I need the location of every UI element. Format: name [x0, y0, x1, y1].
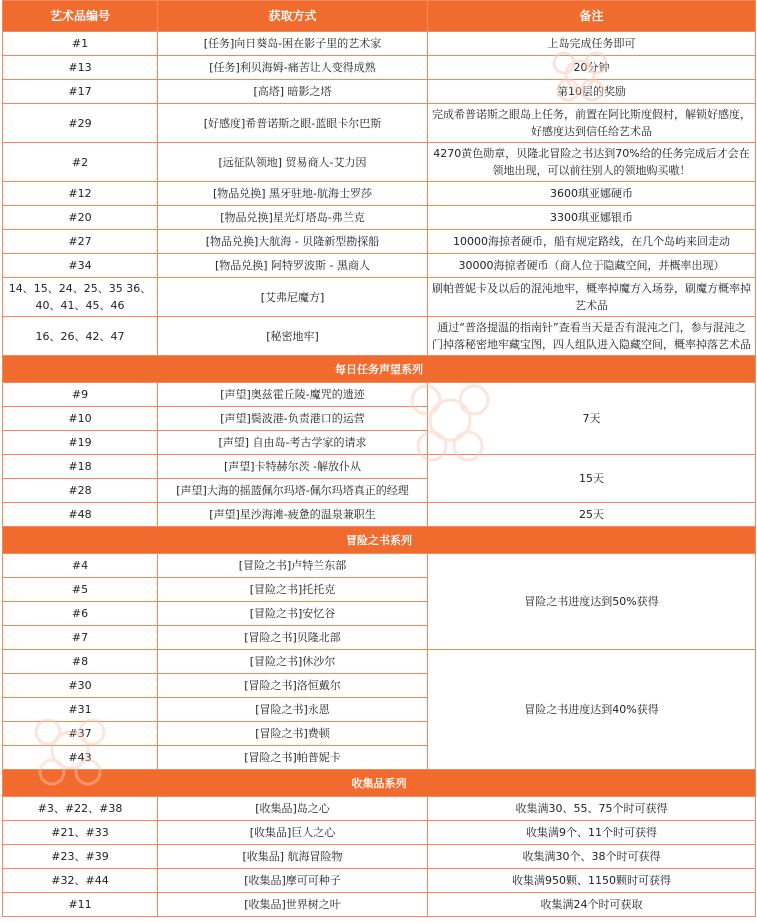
note: 25天 [428, 503, 756, 527]
section-header-daily [3, 356, 756, 383]
table-row [3, 32, 756, 56]
table-row [3, 797, 756, 821]
artwork-id: #9 [3, 383, 158, 407]
acquire-method: [远征队领地] 贸易商人-艾力因 [158, 143, 428, 182]
artwork-id: #28 [3, 479, 158, 503]
acquire-method: [物品兑换]大航海 - 贝隆新型勘探船 [158, 230, 428, 254]
acquire-method: [声望]大海的摇篮佩尔玛塔-佩尔玛塔真正的经理 [158, 479, 428, 503]
header-note: 备注 [428, 1, 756, 32]
note: 20分钟 [428, 56, 756, 80]
artwork-id: #27 [3, 230, 158, 254]
note: 收集满30个、38个时可获得 [428, 845, 756, 869]
artwork-id: #1 [3, 32, 158, 56]
acquire-method: [任务]向日葵岛-困在影子里的艺术家 [158, 32, 428, 56]
artwork-table [2, 0, 756, 917]
table-row [3, 383, 756, 407]
table-row [3, 278, 756, 317]
header-id: 艺术品编号 [3, 1, 158, 32]
acquire-method: [收集品]巨人之心 [158, 821, 428, 845]
acquire-method: [任务]利贝海姆-痛苦让人变得成熟 [158, 56, 428, 80]
artwork-id: #19 [3, 431, 158, 455]
note: 4270黄色勋章，贝隆北冒险之书达到70%给的任务完成后才会在领地出现，可以前往别人的领地购买嗷！ [428, 143, 756, 182]
acquire-method: [秘密地牢] [158, 317, 428, 356]
artwork-id: #34 [3, 254, 158, 278]
table-header-row [3, 1, 756, 32]
acquire-method: [冒险之书]卢特兰东部 [158, 554, 428, 578]
acquire-method: [艾弗尼魔方] [158, 278, 428, 317]
section-header-adventure [3, 527, 756, 554]
table-row [3, 821, 756, 845]
note: 冒险之书进度达到40%获得 [428, 650, 756, 770]
acquire-method: [声望] 自由岛-考古学家的请求 [158, 431, 428, 455]
table-row [3, 869, 756, 893]
note: 15天 [428, 455, 756, 503]
acquire-method: [声望]卡特赫尔茨 -解放仆从 [158, 455, 428, 479]
header-method: 获取方式 [158, 1, 428, 32]
table-row [3, 503, 756, 527]
acquire-method: [声望]奥兹霍丘陵-魔咒的遗迹 [158, 383, 428, 407]
artwork-id: #37 [3, 722, 158, 746]
acquire-method: [物品兑换] 阿特罗波斯 - 黑商人 [158, 254, 428, 278]
acquire-method: [好感度]希普诺斯之眼-蓝眼卡尔巴斯 [158, 104, 428, 143]
note: 收集满950颗、1150颗时可获得 [428, 869, 756, 893]
section-title: 冒险之书系列 [3, 527, 756, 554]
note: 收集满30、55、75个时可获得 [428, 797, 756, 821]
note: 30000海掠者硬币（商人位于隐藏空间，并概率出现） [428, 254, 756, 278]
acquire-method: [冒险之书]休沙尔 [158, 650, 428, 674]
acquire-method: [冒险之书]帕普妮卡 [158, 746, 428, 770]
note: 第10层的奖励 [428, 80, 756, 104]
artwork-id: #31 [3, 698, 158, 722]
artwork-id: #6 [3, 602, 158, 626]
artwork-id: #20 [3, 206, 158, 230]
table-row [3, 893, 756, 917]
artwork-id: #48 [3, 503, 158, 527]
artwork-id: #4 [3, 554, 158, 578]
note: 10000海掠者硬币，船有规定路线，在几个岛屿来回走动 [428, 230, 756, 254]
section-header-collect [3, 770, 756, 797]
table-row [3, 182, 756, 206]
note: 7天 [428, 383, 756, 455]
artwork-id: #21、#33 [3, 821, 158, 845]
artwork-id: #23、#39 [3, 845, 158, 869]
table-row [3, 206, 756, 230]
section-title: 每日任务声望系列 [3, 356, 756, 383]
acquire-method: [物品兑换] 黑牙驻地-航海士罗莎 [158, 182, 428, 206]
table-row [3, 254, 756, 278]
acquire-method: [冒险之书]贝隆北部 [158, 626, 428, 650]
artwork-id: #12 [3, 182, 158, 206]
note: 刷帕普妮卡及以后的混沌地牢，概率掉魔方入场券，刷魔方概率掉艺术品 [428, 278, 756, 317]
artwork-id: #13 [3, 56, 158, 80]
note: 收集满24个时可获取 [428, 893, 756, 917]
table-row [3, 230, 756, 254]
artwork-id: 14、15、24、25、35 36、40、41、45、46 [3, 278, 158, 317]
artwork-id: #5 [3, 578, 158, 602]
artwork-id: #3、#22、#38 [3, 797, 158, 821]
acquire-method: [收集品]摩可可种子 [158, 869, 428, 893]
acquire-method: [冒险之书]洛恒戴尔 [158, 674, 428, 698]
acquire-method: [冒险之书]安忆谷 [158, 602, 428, 626]
artwork-id: #32、#44 [3, 869, 158, 893]
note: 上岛完成任务即可 [428, 32, 756, 56]
acquire-method: [收集品] 航海冒险物 [158, 845, 428, 869]
artwork-id: #8 [3, 650, 158, 674]
acquire-method: [冒险之书]托托克 [158, 578, 428, 602]
note: 3600琪亚娜硬币 [428, 182, 756, 206]
acquire-method: [收集品]世界树之叶 [158, 893, 428, 917]
section-title: 收集品系列 [3, 770, 756, 797]
artwork-id: #17 [3, 80, 158, 104]
table-row [3, 554, 756, 578]
artwork-id: #18 [3, 455, 158, 479]
table-row [3, 143, 756, 182]
table-row [3, 650, 756, 674]
acquire-method: [声望]鬓波港-负责港口的运营 [158, 407, 428, 431]
note: 完成希普诺斯之眼岛上任务，前置在阿比斯度假村，解锁好感度，好感度达到信任给艺术品 [428, 104, 756, 143]
acquire-method: [冒险之书]费顿 [158, 722, 428, 746]
table-row [3, 104, 756, 143]
table-row [3, 845, 756, 869]
artwork-id: #11 [3, 893, 158, 917]
artwork-id: #2 [3, 143, 158, 182]
table-row [3, 455, 756, 479]
table-row [3, 317, 756, 356]
acquire-method: [收集品]岛之心 [158, 797, 428, 821]
table-row [3, 80, 756, 104]
artwork-id: 16、26、42、47 [3, 317, 158, 356]
acquire-method: [物品兑换]星光灯塔岛-弗兰克 [158, 206, 428, 230]
note: 收集满9个、11个时可获得 [428, 821, 756, 845]
artwork-id: #30 [3, 674, 158, 698]
acquire-method: [高塔] 暗影之塔 [158, 80, 428, 104]
table-row [3, 56, 756, 80]
artwork-id: #29 [3, 104, 158, 143]
note: 3300琪亚娜银币 [428, 206, 756, 230]
artwork-id: #7 [3, 626, 158, 650]
artwork-id: #43 [3, 746, 158, 770]
acquire-method: [声望]星沙海滩-疲惫的温泉兼职生 [158, 503, 428, 527]
note: 通过“普洛提温的指南针”查看当天是否有混沌之门，参与混沌之门掉落秘密地牢藏宝图，四人组队进入隐藏空间，概率掉落艺术品 [428, 317, 756, 356]
artwork-id: #10 [3, 407, 158, 431]
acquire-method: [冒险之书]永恩 [158, 698, 428, 722]
note: 冒险之书进度达到50%获得 [428, 554, 756, 650]
